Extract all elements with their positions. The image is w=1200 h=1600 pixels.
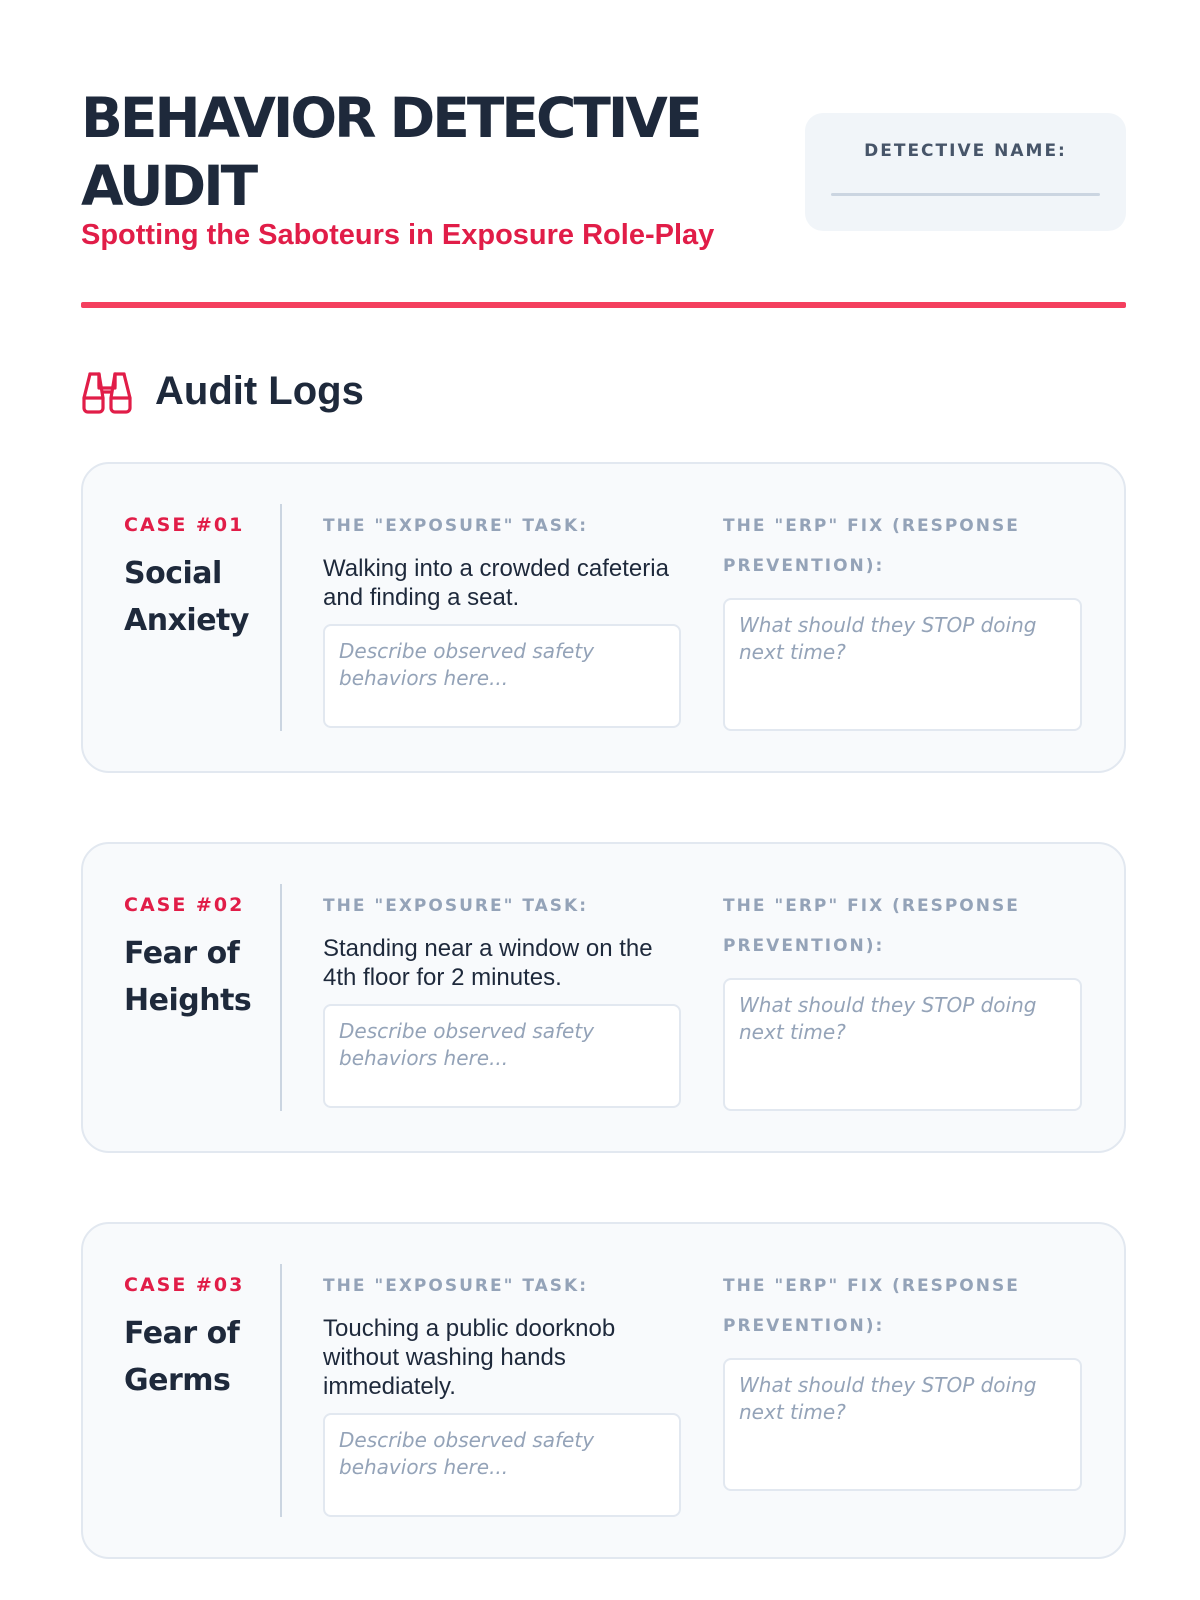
erp-fix-field[interactable] — [723, 1358, 1082, 1491]
erp-fix-field[interactable] — [723, 598, 1082, 731]
exposure-column — [282, 1264, 682, 1517]
erp-fix-placeholder: What should they STOP doing next time? — [739, 1373, 1037, 1424]
case-number: CASE #03 — [124, 1274, 245, 1296]
erp-fix-label: THE "ERP" FIX (RESPONSE PREVENTION): — [723, 896, 1020, 956]
detective-name-card — [805, 113, 1126, 231]
case-topic: Social Anxiety — [124, 556, 249, 638]
detective-name-field[interactable] — [831, 193, 1100, 196]
binoculars-icon — [81, 368, 133, 414]
detective-name-label: DETECTIVE NAME: — [864, 141, 1067, 161]
case-list — [81, 462, 1100, 1559]
exposure-task-label: THE "EXPOSURE" TASK: — [323, 1276, 589, 1296]
safety-behaviors-placeholder: Describe observed safety behaviors here... — [339, 639, 595, 690]
case-topic: Fear of Heights — [124, 936, 252, 1018]
erp-fix-placeholder: What should they STOP doing next time? — [739, 613, 1037, 664]
safety-behaviors-field[interactable] — [323, 1004, 681, 1108]
section-title: Audit Logs — [155, 368, 364, 413]
erp-fix-field[interactable] — [723, 978, 1082, 1111]
erp-fix-label: THE "ERP" FIX (RESPONSE PREVENTION): — [723, 1276, 1020, 1336]
case-topic: Fear of Germs — [124, 1316, 240, 1398]
exposure-column — [282, 504, 682, 731]
exposure-task-text: Touching a public doorknob without washing hands immediately. — [323, 1315, 616, 1400]
exposure-task-label: THE "EXPOSURE" TASK: — [323, 896, 589, 916]
safety-behaviors-placeholder: Describe observed safety behaviors here... — [339, 1428, 595, 1479]
erp-fix-label: THE "ERP" FIX (RESPONSE PREVENTION): — [723, 516, 1020, 576]
safety-behaviors-field[interactable] — [323, 1413, 681, 1517]
case-info — [124, 1264, 282, 1517]
page-subtitle: Spotting the Saboteurs in Exposure Role-Play — [81, 219, 715, 251]
exposure-task-text: Walking into a crowded cafeteria and finding a seat. — [323, 555, 669, 611]
case-card — [81, 842, 1126, 1153]
case-info — [124, 504, 282, 731]
exposure-column — [282, 884, 682, 1111]
erp-column — [682, 504, 1082, 731]
section-header — [81, 366, 1100, 416]
safety-behaviors-field[interactable] — [323, 624, 681, 728]
case-card — [81, 462, 1126, 773]
safety-behaviors-placeholder: Describe observed safety behaviors here... — [339, 1019, 595, 1070]
erp-fix-placeholder: What should they STOP doing next time? — [739, 993, 1037, 1044]
exposure-task-label: THE "EXPOSURE" TASK: — [323, 516, 589, 536]
header — [81, 0, 1100, 306]
case-number: CASE #01 — [124, 514, 245, 536]
case-info — [124, 884, 282, 1111]
case-card — [81, 1222, 1126, 1559]
exposure-task-text: Standing near a window on the 4th floor for 2 minutes. — [323, 935, 653, 991]
case-number: CASE #02 — [124, 894, 245, 916]
erp-column — [682, 1264, 1082, 1517]
page-title: BEHAVIOR DETECTIVE AUDIT — [81, 86, 700, 218]
header-divider — [81, 302, 1126, 308]
erp-column — [682, 884, 1082, 1111]
